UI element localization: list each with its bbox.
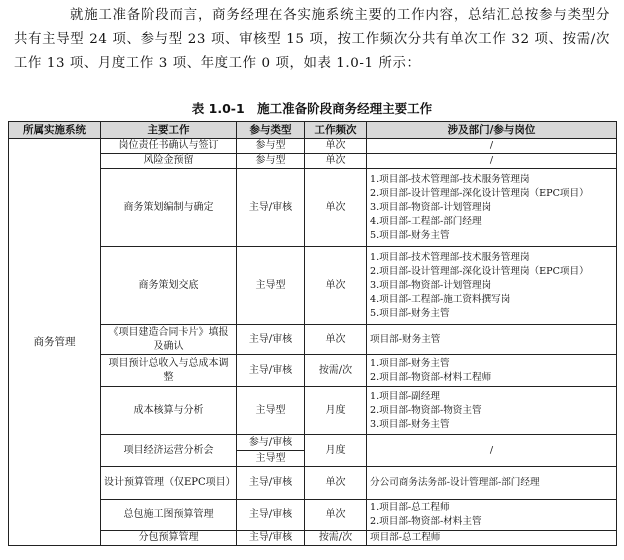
table-caption: 表 1.0-1 施工准备阶段商务经理主要工作	[191, 101, 433, 116]
dept-line: /	[489, 155, 494, 166]
work-cell: 项目经济运营分析会	[101, 435, 237, 467]
dept-line: 5.项目部-财务主管	[370, 307, 450, 319]
table-row	[9, 355, 617, 387]
work-cell: 商务策划编制与确定	[101, 169, 237, 247]
dept-line: 4.项目部-工程部-部门经理	[370, 215, 482, 227]
dept-cell	[367, 355, 617, 387]
dept-line: 2.项目部-物资部-材料工程师	[370, 371, 492, 383]
work-table	[8, 121, 617, 546]
dept-line: 分公司商务法务部-设计管理部-部门经理	[370, 477, 540, 488]
dept-line: 项目部-财务主管	[370, 333, 441, 345]
type-cell: 主导/审核	[237, 500, 305, 531]
work-cell: 风险金预留	[101, 154, 237, 169]
dept-cell	[367, 531, 617, 546]
work-cell: 分包预算管理	[101, 531, 237, 546]
table-row	[9, 139, 617, 154]
work-cell: 《项目建造合同卡片》填报及确认	[101, 325, 237, 355]
type-cell: 主导/审核	[237, 467, 305, 500]
type-cell: 参与/审核	[237, 435, 305, 451]
type-cell: 主导/审核	[237, 169, 305, 247]
dept-cell	[367, 435, 617, 467]
dept-line: 2.项目部-物资部-物资主管	[370, 404, 482, 416]
freq-cell: 单次	[305, 139, 367, 154]
freq-cell: 月度	[305, 435, 367, 467]
dept-cell	[367, 387, 617, 435]
type-cell: 参与型	[237, 154, 305, 169]
type-cell: 主导型	[237, 387, 305, 435]
table-row	[9, 467, 617, 500]
header-freq: 工作频次	[305, 122, 367, 139]
type-cell: 主导/审核	[237, 531, 305, 546]
dept-line: 5.项目部-财务主管	[370, 229, 450, 241]
work-cell: 总包施工图预算管理	[101, 500, 237, 531]
freq-cell: 单次	[305, 247, 367, 325]
freq-cell: 单次	[305, 325, 367, 355]
type-cell: 主导型	[237, 451, 305, 467]
table-row	[9, 500, 617, 531]
header-work: 主要工作	[101, 122, 237, 139]
header-type: 参与类型	[237, 122, 305, 139]
freq-cell: 按需/次	[305, 531, 367, 546]
dept-cell	[367, 325, 617, 355]
type-cell: 主导型	[237, 247, 305, 325]
table-row	[9, 247, 617, 325]
dept-cell	[367, 500, 617, 531]
type-cell: 主导/审核	[237, 325, 305, 355]
header-dept: 涉及部门/参与岗位	[367, 122, 617, 139]
table-header-row	[9, 122, 617, 139]
dept-line: 4.项目部-工程部-施工资料撰写岗	[370, 293, 511, 305]
dept-line: /	[489, 140, 494, 151]
dept-line: 3.项目部-财务主管	[370, 418, 450, 430]
header-system: 所属实施系统	[9, 122, 101, 139]
freq-cell: 按需/次	[305, 355, 367, 387]
dept-cell	[367, 154, 617, 169]
freq-cell: 单次	[305, 169, 367, 247]
dept-line: 2.项目部-设计管理部-深化设计管理岗（EPC项目）	[370, 187, 589, 199]
system-cell: 商务管理	[9, 139, 101, 546]
table-row	[9, 435, 617, 451]
dept-line: 项目部-总工程师	[370, 532, 441, 543]
dept-cell	[367, 467, 617, 500]
table-row	[9, 387, 617, 435]
type-cell: 主导/审核	[237, 355, 305, 387]
dept-line: 2.项目部-设计管理部-深化设计管理岗（EPC项目）	[370, 265, 589, 277]
work-cell: 商务策划交底	[101, 247, 237, 325]
dept-line: 1.项目部-副经理	[370, 390, 440, 402]
dept-line: 3.项目部-物资部-计划管理岗	[370, 279, 492, 291]
dept-cell	[367, 247, 617, 325]
freq-cell: 月度	[305, 387, 367, 435]
work-cell: 成本核算与分析	[101, 387, 237, 435]
freq-cell: 单次	[305, 500, 367, 531]
dept-line: 1.项目部-技术管理部-技术服务管理岗	[370, 251, 530, 263]
table-row	[9, 531, 617, 546]
dept-line: 1.项目部-总工程师	[370, 502, 450, 513]
table-row	[9, 325, 617, 355]
type-cell: 参与型	[237, 139, 305, 154]
table-row	[9, 169, 617, 247]
dept-line: /	[489, 444, 494, 456]
dept-line: 1.项目部-技术管理部-技术服务管理岗	[370, 173, 530, 185]
dept-cell	[367, 169, 617, 247]
dept-cell	[367, 139, 617, 154]
table-row	[9, 154, 617, 169]
work-cell: 设计预算管理（仅EPC项目）	[101, 467, 237, 500]
work-cell: 项目预计总收入与总成本调整	[101, 355, 237, 387]
freq-cell: 单次	[305, 467, 367, 500]
freq-cell: 单次	[305, 154, 367, 169]
intro-paragraph: 就施工准备阶段而言，商务经理在各实施系统主要的工作内容，总结汇总按参与类型分共有主导型 24 项、参与型 23 项、审核型 15 项，按工作频次分共有单次工作 32 项、按需/次工作 13 项、月度工作 3 项、年度工作 0 项，如表 1.0-1 所示：	[14, 8, 610, 71]
dept-line: 1.项目部-财务主管	[370, 357, 450, 369]
dept-line: 2.项目部-物资部-材料主管	[370, 516, 482, 527]
dept-line: 3.项目部-物资部-计划管理岗	[370, 201, 492, 213]
work-cell: 岗位责任书确认与签订	[101, 139, 237, 154]
